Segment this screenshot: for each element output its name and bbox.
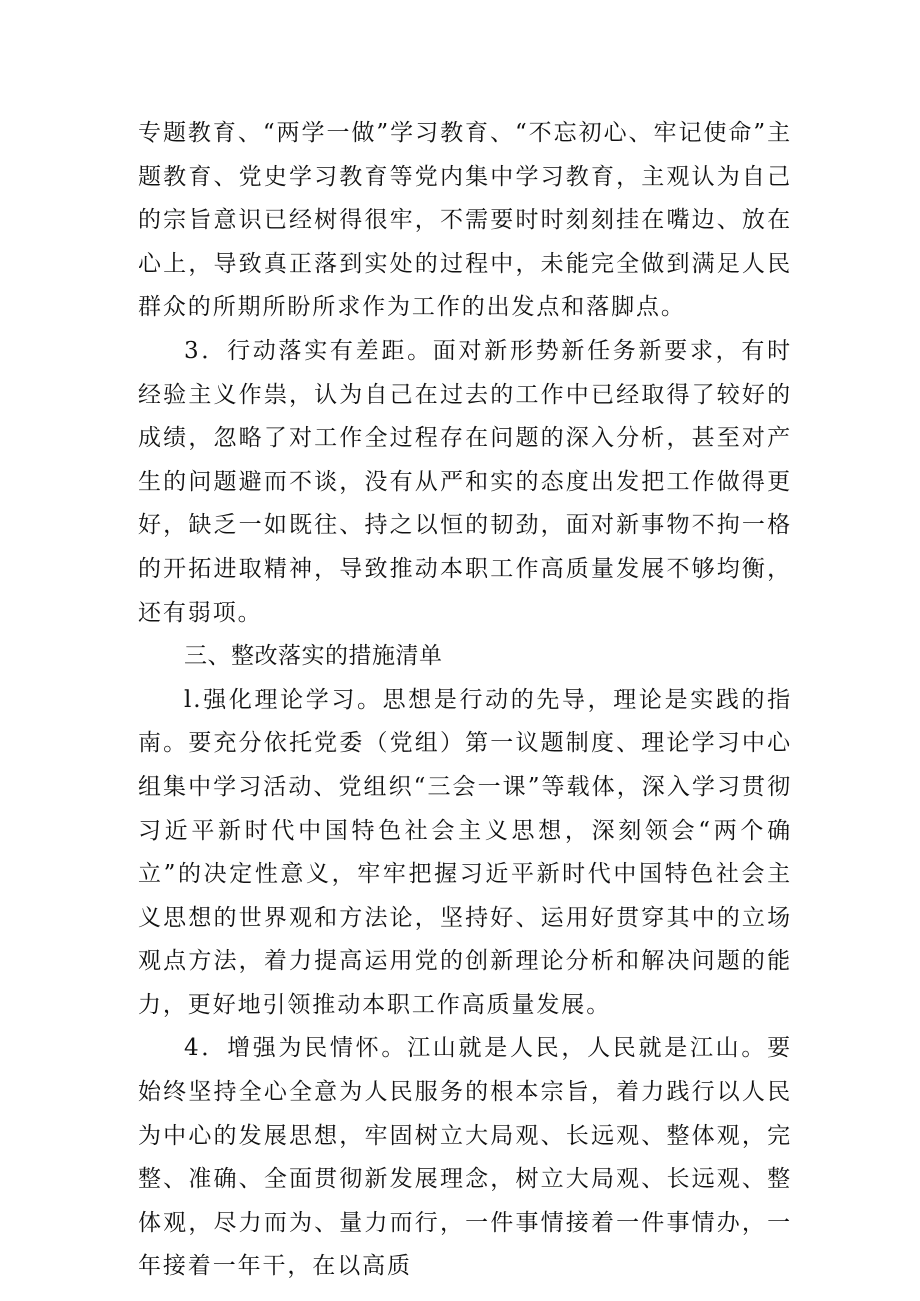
section-heading: 三、整改落实的措施清单	[184, 643, 443, 670]
paragraph-measure-1: l.强化理论学习。思想是行动的先导，理论是实践的指南。要充分依托党委（党组）第一议题制度、理论学习中心组集中学习活动、党组织“三会一课”等载体，深入学习贯彻习近平新时代中国特色社会主义思想，深刻领会“两个确立”的决定性意义，牢牢把握习近平新时代中国特色社会主义思想的世界观和方法论，坚持好、运用好贯穿其中的立场观点方法，着力提高运用党的创新理论分析和解决问题的能力，更好地引领推动本职工作高质量发展。	[138, 686, 792, 1018]
paragraph-measure-4: 4．增强为民情怀。江山就是人民，人民就是江山。要始终坚持全心全意为人民服务的根本宗旨，着力践行以人民为中心的发展思想，牢固树立大局观、长远观、整体观，完整、准确、全面贯彻新发展理念，树立大局观、长远观、整体观，尽力而为、量力而行，一件事情接着一件事情办，一年接着一年干，在以高质	[138, 1035, 792, 1280]
document-body	[138, 112, 792, 1289]
paragraph-continuation: 专题教育、“两学一做”学习教育、“不忘初心、牢记使命”主题教育、党史学习教育等党内集中学习教育，主观认为自己的宗旨意识已经树得很牢，不需要时时刻刻挂在嘴边、放在心上，导致真正落到实处的过程中，未能完全做到满足人民群众的所期所盼所求作为工作的出发点和落脚点。	[138, 120, 792, 321]
paragraph-item-3: 3．行动落实有差距。面对新形势新任务新要求，有时经验主义作祟，认为自己在过去的工作中已经取得了较好的成绩，忽略了对工作全过程存在问题的深入分析，甚至对产生的问题避而不谈，没有从严和实的态度出发把工作做得更好，缺乏一如既往、持之以恒的韧劲，面对新事物不拘一格的开拓进取精神，导致推动本职工作高质量发展不够均衡，还有弱项。	[138, 337, 792, 626]
